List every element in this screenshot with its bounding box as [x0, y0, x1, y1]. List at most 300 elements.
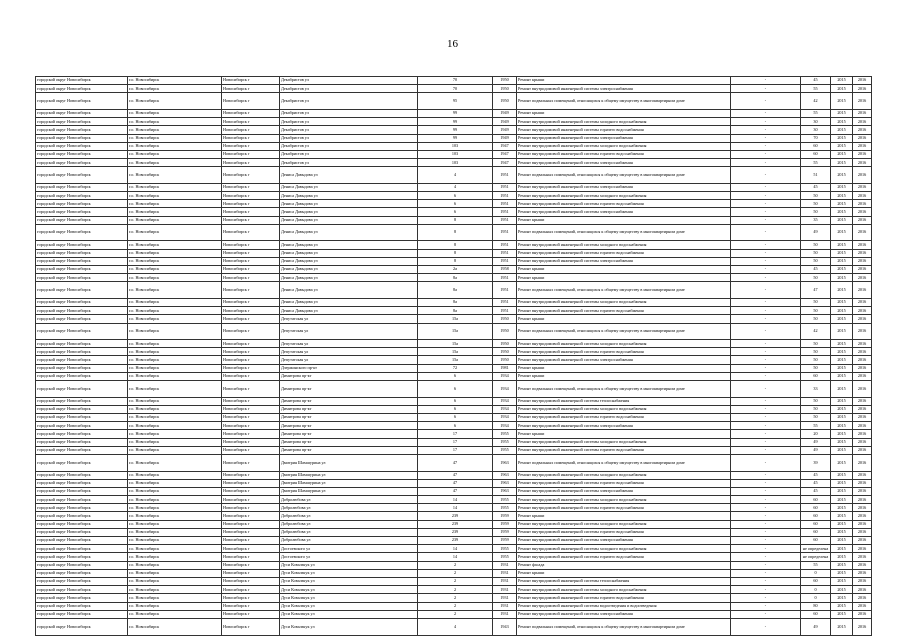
cell-house-number: 15а: [418, 348, 493, 356]
cell-house-number: 6: [418, 422, 493, 430]
cell-settlement: г.о. Новосибирск: [128, 307, 222, 315]
cell-value: 60: [801, 577, 831, 585]
table-row: [36, 348, 872, 356]
table-row: [36, 356, 872, 364]
cell-build-year: 1950: [493, 93, 517, 110]
cell-cost: -: [731, 545, 801, 553]
cell-district: городской округ Новосибирск: [36, 594, 128, 602]
cell-settlement: г.о. Новосибирск: [128, 167, 222, 184]
table-row: [36, 414, 872, 422]
cell-build-year: 1951: [493, 257, 517, 265]
cell-city: Новосибирск г: [222, 159, 280, 167]
cell-work-type: Ремонт внутридомовой инженерной системы электроснабжения: [517, 183, 731, 191]
cell-settlement: г.о. Новосибирск: [128, 569, 222, 577]
cell-district: городской округ Новосибирск: [36, 496, 128, 504]
cell-settlement: г.о. Новосибирск: [128, 142, 222, 150]
table-row: [36, 569, 872, 577]
cell-district: городской округ Новосибирск: [36, 126, 128, 134]
cell-house-number: 47: [418, 487, 493, 495]
table-row: [36, 487, 872, 495]
cell-cost: -: [731, 364, 801, 372]
cell-year-start: 2015: [831, 414, 853, 422]
cell-build-year: 1963: [493, 487, 517, 495]
cell-work-type: Ремонт крыши: [517, 364, 731, 372]
cell-street: Дмитрия Шамшурина ул: [280, 454, 418, 471]
cell-build-year: 1951: [493, 274, 517, 282]
cell-district: городской округ Новосибирск: [36, 520, 128, 528]
cell-year-end: 2016: [853, 561, 872, 569]
cell-value: 55: [801, 85, 831, 93]
cell-district: городской округ Новосибирск: [36, 183, 128, 191]
cell-build-year: 1959: [493, 528, 517, 536]
cell-city: Новосибирск г: [222, 224, 280, 241]
cell-value: 35: [801, 216, 831, 224]
table-row: [36, 118, 872, 126]
cell-value: 45: [801, 183, 831, 191]
cell-work-type: Ремонт внутридомовой инженерной системы горячего водоснабжения: [517, 479, 731, 487]
cell-settlement: г.о. Новосибирск: [128, 134, 222, 142]
table-row: [36, 430, 872, 438]
cell-house-number: 99: [418, 109, 493, 117]
cell-street: Дуси Ковальчук ул: [280, 618, 418, 635]
cell-work-type: Ремонт внутридомовой инженерной системы электроснабжения: [517, 208, 731, 216]
table-row: [36, 167, 872, 184]
cell-year-start: 2015: [831, 282, 853, 299]
cell-district: городской округ Новосибирск: [36, 397, 128, 405]
cell-build-year: 1950: [493, 340, 517, 348]
cell-year-end: 2016: [853, 577, 872, 585]
cell-year-end: 2016: [853, 512, 872, 520]
cell-value: 20: [801, 430, 831, 438]
cell-value: 0: [801, 594, 831, 602]
cell-work-type: Ремонт крыши: [517, 372, 731, 380]
cell-city: Новосибирск г: [222, 471, 280, 479]
cell-street: Димитрова пр-кт: [280, 414, 418, 422]
cell-cost: -: [731, 405, 801, 413]
cell-city: Новосибирск г: [222, 249, 280, 257]
cell-street: Декабристов ул: [280, 118, 418, 126]
cell-year-start: 2015: [831, 454, 853, 471]
cell-settlement: г.о. Новосибирск: [128, 504, 222, 512]
cell-year-end: 2016: [853, 528, 872, 536]
cell-street: Добролюбова ул: [280, 520, 418, 528]
cell-city: Новосибирск г: [222, 414, 280, 422]
cell-cost: -: [731, 438, 801, 446]
cell-year-start: 2015: [831, 340, 853, 348]
cell-value: 60: [801, 142, 831, 150]
cell-city: Новосибирск г: [222, 405, 280, 413]
cell-street: Дуси Ковальчук ул: [280, 561, 418, 569]
cell-year-start: 2015: [831, 183, 853, 191]
cell-year-start: 2015: [831, 496, 853, 504]
cell-city: Новосибирск г: [222, 430, 280, 438]
table-row: [36, 340, 872, 348]
table-row: [36, 610, 872, 618]
cell-district: городской округ Новосибирск: [36, 257, 128, 265]
cell-year-start: 2015: [831, 249, 853, 257]
cell-city: Новосибирск г: [222, 618, 280, 635]
table-row: [36, 446, 872, 454]
cell-build-year: 1950: [493, 85, 517, 93]
cell-district: городской округ Новосибирск: [36, 561, 128, 569]
table-row: [36, 183, 872, 191]
cell-work-type: Ремонт крыши: [517, 216, 731, 224]
cell-city: Новосибирск г: [222, 602, 280, 610]
cell-work-type: Ремонт подвальных помещений, относящихся к общему имуществу в многоквартирном доме: [517, 323, 731, 340]
cell-house-number: 6: [418, 414, 493, 422]
cell-cost: -: [731, 200, 801, 208]
cell-district: городской округ Новосибирск: [36, 265, 128, 273]
cell-year-end: 2016: [853, 545, 872, 553]
table-row: [36, 602, 872, 610]
table-row: [36, 438, 872, 446]
cell-street: Димитрова пр-кт: [280, 438, 418, 446]
cell-settlement: г.о. Новосибирск: [128, 298, 222, 306]
cell-district: городской округ Новосибирск: [36, 364, 128, 372]
cell-city: Новосибирск г: [222, 594, 280, 602]
cell-build-year: 1934: [493, 381, 517, 398]
cell-value: 50: [801, 192, 831, 200]
cell-cost: -: [731, 618, 801, 635]
cell-house-number: 6: [418, 405, 493, 413]
table-row: [36, 150, 872, 158]
cell-house-number: 6: [418, 381, 493, 398]
cell-year-end: 2016: [853, 471, 872, 479]
cell-house-number: 17: [418, 446, 493, 454]
cell-cost: -: [731, 528, 801, 536]
cell-city: Новосибирск г: [222, 241, 280, 249]
cell-street: Димитрова пр-кт: [280, 446, 418, 454]
cell-value: 30: [801, 126, 831, 134]
cell-city: Новосибирск г: [222, 364, 280, 372]
cell-build-year: 1947: [493, 159, 517, 167]
cell-year-end: 2016: [853, 438, 872, 446]
cell-street: Димитрова пр-кт: [280, 405, 418, 413]
cell-year-start: 2015: [831, 528, 853, 536]
cell-year-start: 2015: [831, 438, 853, 446]
cell-value: 50: [801, 274, 831, 282]
cell-year-end: 2016: [853, 446, 872, 454]
cell-work-type: Ремонт внутридомовой инженерной системы горячего водоснабжения: [517, 553, 731, 561]
cell-street: Декабристов ул: [280, 85, 418, 93]
cell-build-year: 1934: [493, 405, 517, 413]
cell-settlement: г.о. Новосибирск: [128, 479, 222, 487]
cell-cost: -: [731, 118, 801, 126]
cell-work-type: Ремонт внутридомовой инженерной системы горячего водоснабжения: [517, 126, 731, 134]
cell-street: Дениса Давыдова ул: [280, 257, 418, 265]
cell-district: городской округ Новосибирск: [36, 315, 128, 323]
cell-street: Декабристов ул: [280, 126, 418, 134]
cell-year-start: 2015: [831, 422, 853, 430]
cell-value: 30: [801, 118, 831, 126]
cell-cost: -: [731, 414, 801, 422]
cell-year-end: 2016: [853, 340, 872, 348]
cell-district: городской округ Новосибирск: [36, 216, 128, 224]
cell-year-end: 2016: [853, 594, 872, 602]
cell-district: городской округ Новосибирск: [36, 159, 128, 167]
cell-year-start: 2015: [831, 397, 853, 405]
cell-settlement: г.о. Новосибирск: [128, 602, 222, 610]
cell-work-type: Ремонт внутридомовой инженерной системы холодного водоснабжения: [517, 298, 731, 306]
cell-cost: -: [731, 274, 801, 282]
cell-city: Новосибирск г: [222, 348, 280, 356]
cell-district: городской округ Новосибирск: [36, 274, 128, 282]
cell-build-year: 1943: [493, 618, 517, 635]
cell-year-start: 2015: [831, 553, 853, 561]
cell-street: Дениса Давыдова ул: [280, 224, 418, 241]
cell-district: городской округ Новосибирск: [36, 553, 128, 561]
cell-cost: -: [731, 241, 801, 249]
cell-value: 49: [801, 446, 831, 454]
cell-cost: -: [731, 586, 801, 594]
cell-work-type: Ремонт подвальных помещений, относящихся к общему имуществу в многоквартирном доме: [517, 167, 731, 184]
cell-year-start: 2015: [831, 487, 853, 495]
cell-year-end: 2016: [853, 569, 872, 577]
cell-value: 49: [801, 618, 831, 635]
cell-year-end: 2016: [853, 602, 872, 610]
cell-build-year: 1955: [493, 438, 517, 446]
cell-district: городской округ Новосибирск: [36, 586, 128, 594]
cell-work-type: Ремонт внутридомовой инженерной системы электроснабжения: [517, 134, 731, 142]
cell-value: 45: [801, 471, 831, 479]
cell-work-type: Ремонт внутридомовой инженерной системы холодного водоснабжения: [517, 438, 731, 446]
cell-cost: -: [731, 183, 801, 191]
cell-street: Депутатская ул: [280, 356, 418, 364]
cell-house-number: 99: [418, 134, 493, 142]
cell-year-start: 2015: [831, 602, 853, 610]
cell-build-year: 1951: [493, 241, 517, 249]
cell-settlement: г.о. Новосибирск: [128, 200, 222, 208]
cell-year-end: 2016: [853, 618, 872, 635]
cell-house-number: 8: [418, 224, 493, 241]
cell-year-end: 2016: [853, 167, 872, 184]
cell-city: Новосибирск г: [222, 183, 280, 191]
cell-cost: -: [731, 159, 801, 167]
cell-year-end: 2016: [853, 126, 872, 134]
cell-year-start: 2015: [831, 298, 853, 306]
cell-build-year: 1950: [493, 323, 517, 340]
cell-house-number: 2: [418, 569, 493, 577]
cell-house-number: 8а: [418, 274, 493, 282]
cell-build-year: 1934: [493, 422, 517, 430]
cell-year-start: 2015: [831, 323, 853, 340]
cell-district: городской округ Новосибирск: [36, 142, 128, 150]
cell-cost: -: [731, 126, 801, 134]
cell-cost: -: [731, 496, 801, 504]
cell-city: Новосибирск г: [222, 397, 280, 405]
cell-work-type: Ремонт внутридомовой инженерной системы холодного водоснабжения: [517, 192, 731, 200]
cell-district: городской округ Новосибирск: [36, 340, 128, 348]
table-row: [36, 618, 872, 635]
cell-district: городской округ Новосибирск: [36, 241, 128, 249]
cell-settlement: г.о. Новосибирск: [128, 422, 222, 430]
cell-district: городской округ Новосибирск: [36, 454, 128, 471]
cell-year-end: 2016: [853, 298, 872, 306]
cell-year-end: 2016: [853, 200, 872, 208]
cell-district: городской округ Новосибирск: [36, 348, 128, 356]
cell-house-number: 72: [418, 364, 493, 372]
cell-settlement: г.о. Новосибирск: [128, 315, 222, 323]
cell-house-number: 4: [418, 618, 493, 635]
cell-settlement: г.о. Новосибирск: [128, 340, 222, 348]
cell-settlement: г.о. Новосибирск: [128, 257, 222, 265]
table-row: [36, 109, 872, 117]
cell-work-type: Ремонт внутридомовой инженерной системы горячего водоснабжения: [517, 528, 731, 536]
cell-work-type: Ремонт внутридомовой инженерной системы электроснабжения: [517, 610, 731, 618]
cell-year-end: 2016: [853, 85, 872, 93]
cell-cost: -: [731, 257, 801, 265]
cell-cost: -: [731, 85, 801, 93]
table-row: [36, 537, 872, 545]
table-row: [36, 93, 872, 110]
cell-district: городской округ Новосибирск: [36, 479, 128, 487]
table-row: [36, 496, 872, 504]
cell-city: Новосибирск г: [222, 274, 280, 282]
cell-value: 0: [801, 586, 831, 594]
cell-district: городской округ Новосибирск: [36, 537, 128, 545]
cell-district: городской округ Новосибирск: [36, 512, 128, 520]
cell-house-number: 2: [418, 610, 493, 618]
cell-cost: -: [731, 323, 801, 340]
cell-settlement: г.о. Новосибирск: [128, 545, 222, 553]
cell-year-start: 2015: [831, 200, 853, 208]
cell-settlement: г.о. Новосибирск: [128, 553, 222, 561]
cell-settlement: г.о. Новосибирск: [128, 496, 222, 504]
cell-build-year: 1959: [493, 512, 517, 520]
table-row: [36, 216, 872, 224]
cell-street: Дзержинского пр-кт: [280, 364, 418, 372]
cell-year-end: 2016: [853, 241, 872, 249]
cell-work-type: Ремонт внутридомовой инженерной системы теплоснабжения: [517, 577, 731, 585]
table-row: [36, 594, 872, 602]
cell-city: Новосибирск г: [222, 93, 280, 110]
cell-street: Достоевского ул: [280, 553, 418, 561]
cell-year-start: 2015: [831, 372, 853, 380]
cell-cost: -: [731, 610, 801, 618]
cell-build-year: 1951: [493, 200, 517, 208]
cell-house-number: 4: [418, 183, 493, 191]
cell-year-start: 2015: [831, 150, 853, 158]
table-row: [36, 208, 872, 216]
cell-build-year: 1949: [493, 109, 517, 117]
cell-city: Новосибирск г: [222, 438, 280, 446]
cell-district: городской округ Новосибирск: [36, 577, 128, 585]
cell-cost: -: [731, 422, 801, 430]
cell-year-start: 2015: [831, 512, 853, 520]
cell-city: Новосибирск г: [222, 528, 280, 536]
cell-year-start: 2015: [831, 93, 853, 110]
cell-district: городской округ Новосибирск: [36, 356, 128, 364]
cell-value: 60: [801, 496, 831, 504]
cell-work-type: Ремонт внутридомовой инженерной системы горячего водоснабжения: [517, 150, 731, 158]
cell-work-type: Ремонт внутридомовой инженерной системы горячего водоснабжения: [517, 414, 731, 422]
cell-value: не определена: [801, 553, 831, 561]
cell-year-end: 2016: [853, 356, 872, 364]
table-row: [36, 85, 872, 93]
cell-build-year: 1981: [493, 364, 517, 372]
table-row: [36, 134, 872, 142]
cell-work-type: Ремонт внутридомовой инженерной системы электроснабжения: [517, 422, 731, 430]
cell-street: Димитрова пр-кт: [280, 397, 418, 405]
cell-build-year: 1951: [493, 167, 517, 184]
cell-work-type: Ремонт внутридомовой инженерной системы холодного водоснабжения: [517, 405, 731, 413]
cell-work-type: Ремонт крыши: [517, 274, 731, 282]
cell-work-type: Ремонт внутридомовой инженерной системы электроснабжения: [517, 356, 731, 364]
table-row: [36, 298, 872, 306]
cell-cost: -: [731, 150, 801, 158]
cell-build-year: 1955: [493, 504, 517, 512]
cell-build-year: 1949: [493, 134, 517, 142]
cell-cost: -: [731, 109, 801, 117]
cell-district: городской округ Новосибирск: [36, 298, 128, 306]
cell-year-end: 2016: [853, 208, 872, 216]
cell-city: Новосибирск г: [222, 479, 280, 487]
cell-build-year: 1951: [493, 298, 517, 306]
cell-city: Новосибирск г: [222, 356, 280, 364]
cell-year-start: 2015: [831, 274, 853, 282]
cell-cost: -: [731, 381, 801, 398]
cell-district: городской округ Новосибирск: [36, 323, 128, 340]
cell-year-end: 2016: [853, 315, 872, 323]
cell-settlement: г.о. Новосибирск: [128, 397, 222, 405]
table-row: [36, 282, 872, 299]
cell-year-end: 2016: [853, 282, 872, 299]
cell-settlement: г.о. Новосибирск: [128, 594, 222, 602]
cell-year-start: 2015: [831, 257, 853, 265]
cell-street: Декабристов ул: [280, 150, 418, 158]
cell-district: городской округ Новосибирск: [36, 438, 128, 446]
cell-city: Новосибирск г: [222, 569, 280, 577]
cell-street: Дениса Давыдова ул: [280, 200, 418, 208]
cell-house-number: 103: [418, 159, 493, 167]
cell-work-type: Ремонт подвальных помещений, относящихся к общему имуществу в многоквартирном доме: [517, 381, 731, 398]
cell-build-year: 1950: [493, 77, 517, 85]
cell-house-number: 17: [418, 438, 493, 446]
cell-year-start: 2015: [831, 446, 853, 454]
cell-year-end: 2016: [853, 479, 872, 487]
cell-street: Дениса Давыдова ул: [280, 249, 418, 257]
cell-cost: -: [731, 602, 801, 610]
table-row: [36, 504, 872, 512]
cell-build-year: 1934: [493, 372, 517, 380]
cell-district: городской округ Новосибирск: [36, 446, 128, 454]
cell-street: Дениса Давыдова ул: [280, 274, 418, 282]
cell-year-end: 2016: [853, 348, 872, 356]
cell-year-start: 2015: [831, 561, 853, 569]
cell-cost: -: [731, 454, 801, 471]
cell-year-end: 2016: [853, 307, 872, 315]
table-row: [36, 454, 872, 471]
cell-year-start: 2015: [831, 586, 853, 594]
cell-value: 55: [801, 561, 831, 569]
table-row: [36, 372, 872, 380]
cell-value: 50: [801, 307, 831, 315]
cell-street: Дениса Давыдова ул: [280, 192, 418, 200]
cell-settlement: г.о. Новосибирск: [128, 183, 222, 191]
cell-street: Депутатская ул: [280, 340, 418, 348]
cell-street: Дуси Ковальчук ул: [280, 577, 418, 585]
cell-work-type: Ремонт внутридомовой инженерной системы холодного водоснабжения: [517, 471, 731, 479]
cell-district: городской округ Новосибирск: [36, 109, 128, 117]
cell-work-type: Ремонт крыши: [517, 430, 731, 438]
cell-build-year: 1963: [493, 479, 517, 487]
cell-value: 60: [801, 150, 831, 158]
cell-district: городской округ Новосибирск: [36, 200, 128, 208]
cell-settlement: г.о. Новосибирск: [128, 159, 222, 167]
cell-work-type: Ремонт внутридомовой инженерной системы электроснабжения: [517, 159, 731, 167]
cell-city: Новосибирск г: [222, 257, 280, 265]
cell-year-end: 2016: [853, 257, 872, 265]
